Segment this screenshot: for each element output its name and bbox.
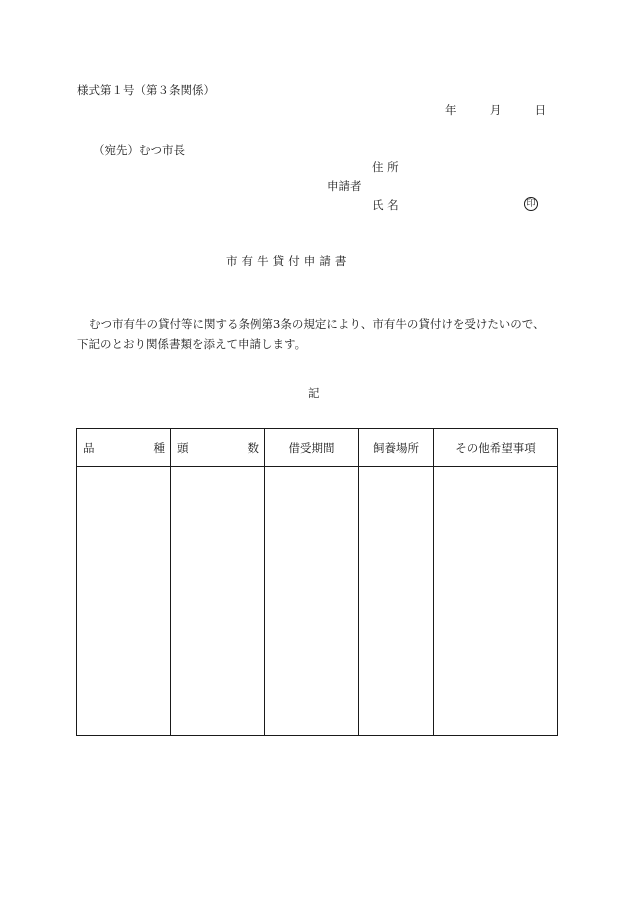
header-breed — [77, 429, 171, 467]
cell-other-requests[interactable] — [434, 467, 558, 736]
body-text — [77, 314, 557, 354]
body-line-1: むつ市有牛の貸付等に関する条例第3条の規定により、市有牛の貸付けを受けたいので、 — [89, 317, 545, 331]
header-head-count — [171, 429, 265, 467]
header-breed-char-2: 種 — [153, 440, 165, 455]
form-number-label: 様式第１号（第３条関係） — [77, 83, 215, 97]
applicant-label: 申請者 — [327, 179, 362, 193]
cell-breeding-place[interactable] — [359, 467, 434, 736]
body-line-2: 下記のとおり関係書類を添えて申請します。 — [77, 337, 307, 351]
header-breed-char-1: 品 — [83, 440, 95, 455]
date-month: 月 — [489, 103, 502, 117]
document-title: 市 有 牛 貸 付 申 請 書 — [226, 254, 347, 268]
table-row — [77, 467, 558, 736]
cell-head-count[interactable] — [171, 467, 265, 736]
header-loan-period: 借受期間 — [265, 429, 359, 467]
header-head-count-char-1: 頭 — [177, 440, 189, 455]
detail-table — [76, 428, 558, 736]
date-year: 年 — [445, 103, 457, 117]
header-head-count-char-2: 数 — [247, 440, 259, 455]
seal-mark: 印 — [524, 197, 538, 211]
note-mark: 記 — [308, 386, 320, 400]
header-other-requests: その他希望事項 — [434, 429, 558, 467]
header-breeding-place: 飼養場所 — [359, 429, 434, 467]
date-day: 日 — [534, 103, 547, 117]
cell-breed[interactable] — [77, 467, 171, 736]
name-label: 氏 名 — [372, 198, 399, 212]
recipient: （宛先）むつ市長 — [93, 143, 185, 157]
date-line — [445, 105, 546, 117]
cell-loan-period[interactable] — [265, 467, 359, 736]
address-label: 住 所 — [372, 160, 399, 174]
table-header-row — [77, 429, 558, 467]
